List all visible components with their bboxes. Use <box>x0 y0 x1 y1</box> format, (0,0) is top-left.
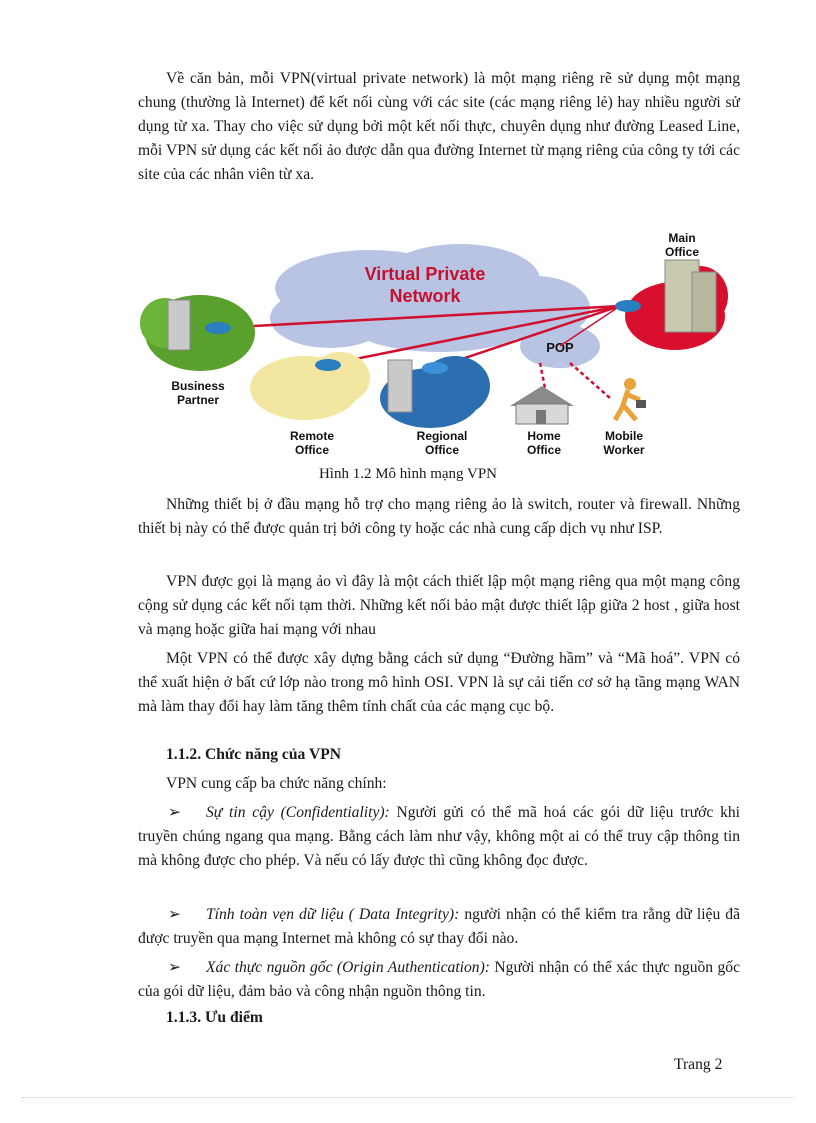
router-icon <box>205 322 231 334</box>
paragraph-intro: Về căn bản, mỗi VPN(virtual private network) là một mạng riêng rẽ sử dụng một mạng chung (thường là Internet) để kết nối cùng với các site (các mạng riêng lẻ) hay nhiều người sử dụng từ xa. Thay cho việc sử dụng bởi một kết nối thực, chuyên dụng như đường Leased Line, mỗi VPN sử dụng các kết nối ảo được dẫn qua đường Internet từ mạng riêng của công ty tới các site của các nhân viên từ xa. <box>138 70 740 183</box>
remote-office-node <box>250 352 370 420</box>
mobile-label-1: Mobile <box>605 429 643 443</box>
vpn-diagram <box>140 228 730 460</box>
main-office-node <box>615 260 728 350</box>
business-partner-node <box>140 295 255 371</box>
bullet-authentication <box>138 956 740 1004</box>
regional-label-2: Office <box>424 443 460 457</box>
remote-label-1: Remote <box>289 429 335 443</box>
main-office-label-2: Office <box>664 245 700 259</box>
bullet-arrow-icon: ➢ <box>168 959 182 976</box>
section-heading-functions: 1.1.2. Chức năng của VPN <box>166 746 341 763</box>
home-label-1: Home <box>527 429 561 443</box>
page-divider <box>22 1097 794 1098</box>
router-icon <box>422 362 448 374</box>
bullet-term: Tính toàn vẹn dữ liệu ( Data Integrity): <box>206 906 460 923</box>
mobile-label-2: Worker <box>603 443 645 457</box>
page-number: Trang 2 <box>674 1056 723 1073</box>
bullet-confidentiality <box>138 801 740 873</box>
home-office-icon <box>510 386 574 424</box>
figure-caption: Hình 1.2 Mô hình mạng VPN <box>318 466 498 482</box>
section-heading-advantages: 1.1.3. Ưu điểm <box>166 1009 263 1026</box>
regional-label-1: Regional <box>416 429 468 443</box>
bullet-arrow-icon: ➢ <box>168 804 182 821</box>
paragraph-virtual: VPN được gọi là mạng ảo vì đây là một cách thiết lập một mạng riêng qua một mạng công cộng sử dụng các kết nối tạm thời. Những kết nối bảo mật được thiết lập giữa 2 host , giữa host và mạng hoặc giữa hai mạng với nhau <box>138 573 740 638</box>
bullet-arrow-icon: ➢ <box>168 906 182 923</box>
bullet-text: người nhận có thể kiểm tra rằng dữ liệu đã được truyền qua mạng Internet mà không có sự thay đổi nào. <box>138 906 740 947</box>
paragraph-devices: Những thiết bị ở đầu mạng hỗ trợ cho mạng riêng ảo là switch, router và firewall. Những thiết bị này có thể được quản trị bởi công ty hoặc các nhà cung cấp dịch vụ như ISP. <box>138 496 740 537</box>
paragraph-functions-intro: VPN cung cấp ba chức năng chính: <box>166 775 387 792</box>
bullet-text: Người gửi có thể mã hoá các gói dữ liệu trước khi truyền chúng ngang qua mạng. Bằng cách làm như vậy, không một ai có thể truy cập thông tin mà không được cho phép. Và nếu có lấy được thì cũng không đọc được. <box>138 804 740 869</box>
regional-office-node <box>380 356 490 428</box>
business-label-2: Partner <box>176 393 220 407</box>
router-icon <box>615 300 641 312</box>
bullet-term: Xác thực nguồn gốc (Origin Authentication): <box>206 959 490 976</box>
vpn-title-line1: Virtual Private <box>364 264 486 284</box>
business-label-1: Business <box>171 379 225 393</box>
pop-label: POP <box>546 340 574 355</box>
vpn-title-line2: Network <box>389 286 461 306</box>
bullet-integrity <box>138 903 740 951</box>
paragraph-tunnel: Một VPN có thể được xây dựng bằng cách sử dụng “Đường hầm” và “Mã hoá”. VPN có thể xuất hiện ở bất cứ lớp nào trong mô hình OSI. VPN là sự cải tiến cơ sở hạ tầng mạng WAN mà làm thay đổi hay làm tăng thêm tính chất của các mạng cục bộ. <box>138 650 740 715</box>
bullet-term: Sự tin cậy (Confidentiality): <box>206 804 390 821</box>
mobile-worker-icon <box>615 378 646 420</box>
main-office-label-1: Main <box>668 231 696 245</box>
router-icon <box>315 359 341 371</box>
remote-label-2: Office <box>294 443 330 457</box>
bullet-text: Người nhận có thể xác thực nguồn gốc của gói dữ liệu, đảm bảo và công nhận nguồn thông tin. <box>138 959 740 1000</box>
home-label-2: Office <box>526 443 562 457</box>
